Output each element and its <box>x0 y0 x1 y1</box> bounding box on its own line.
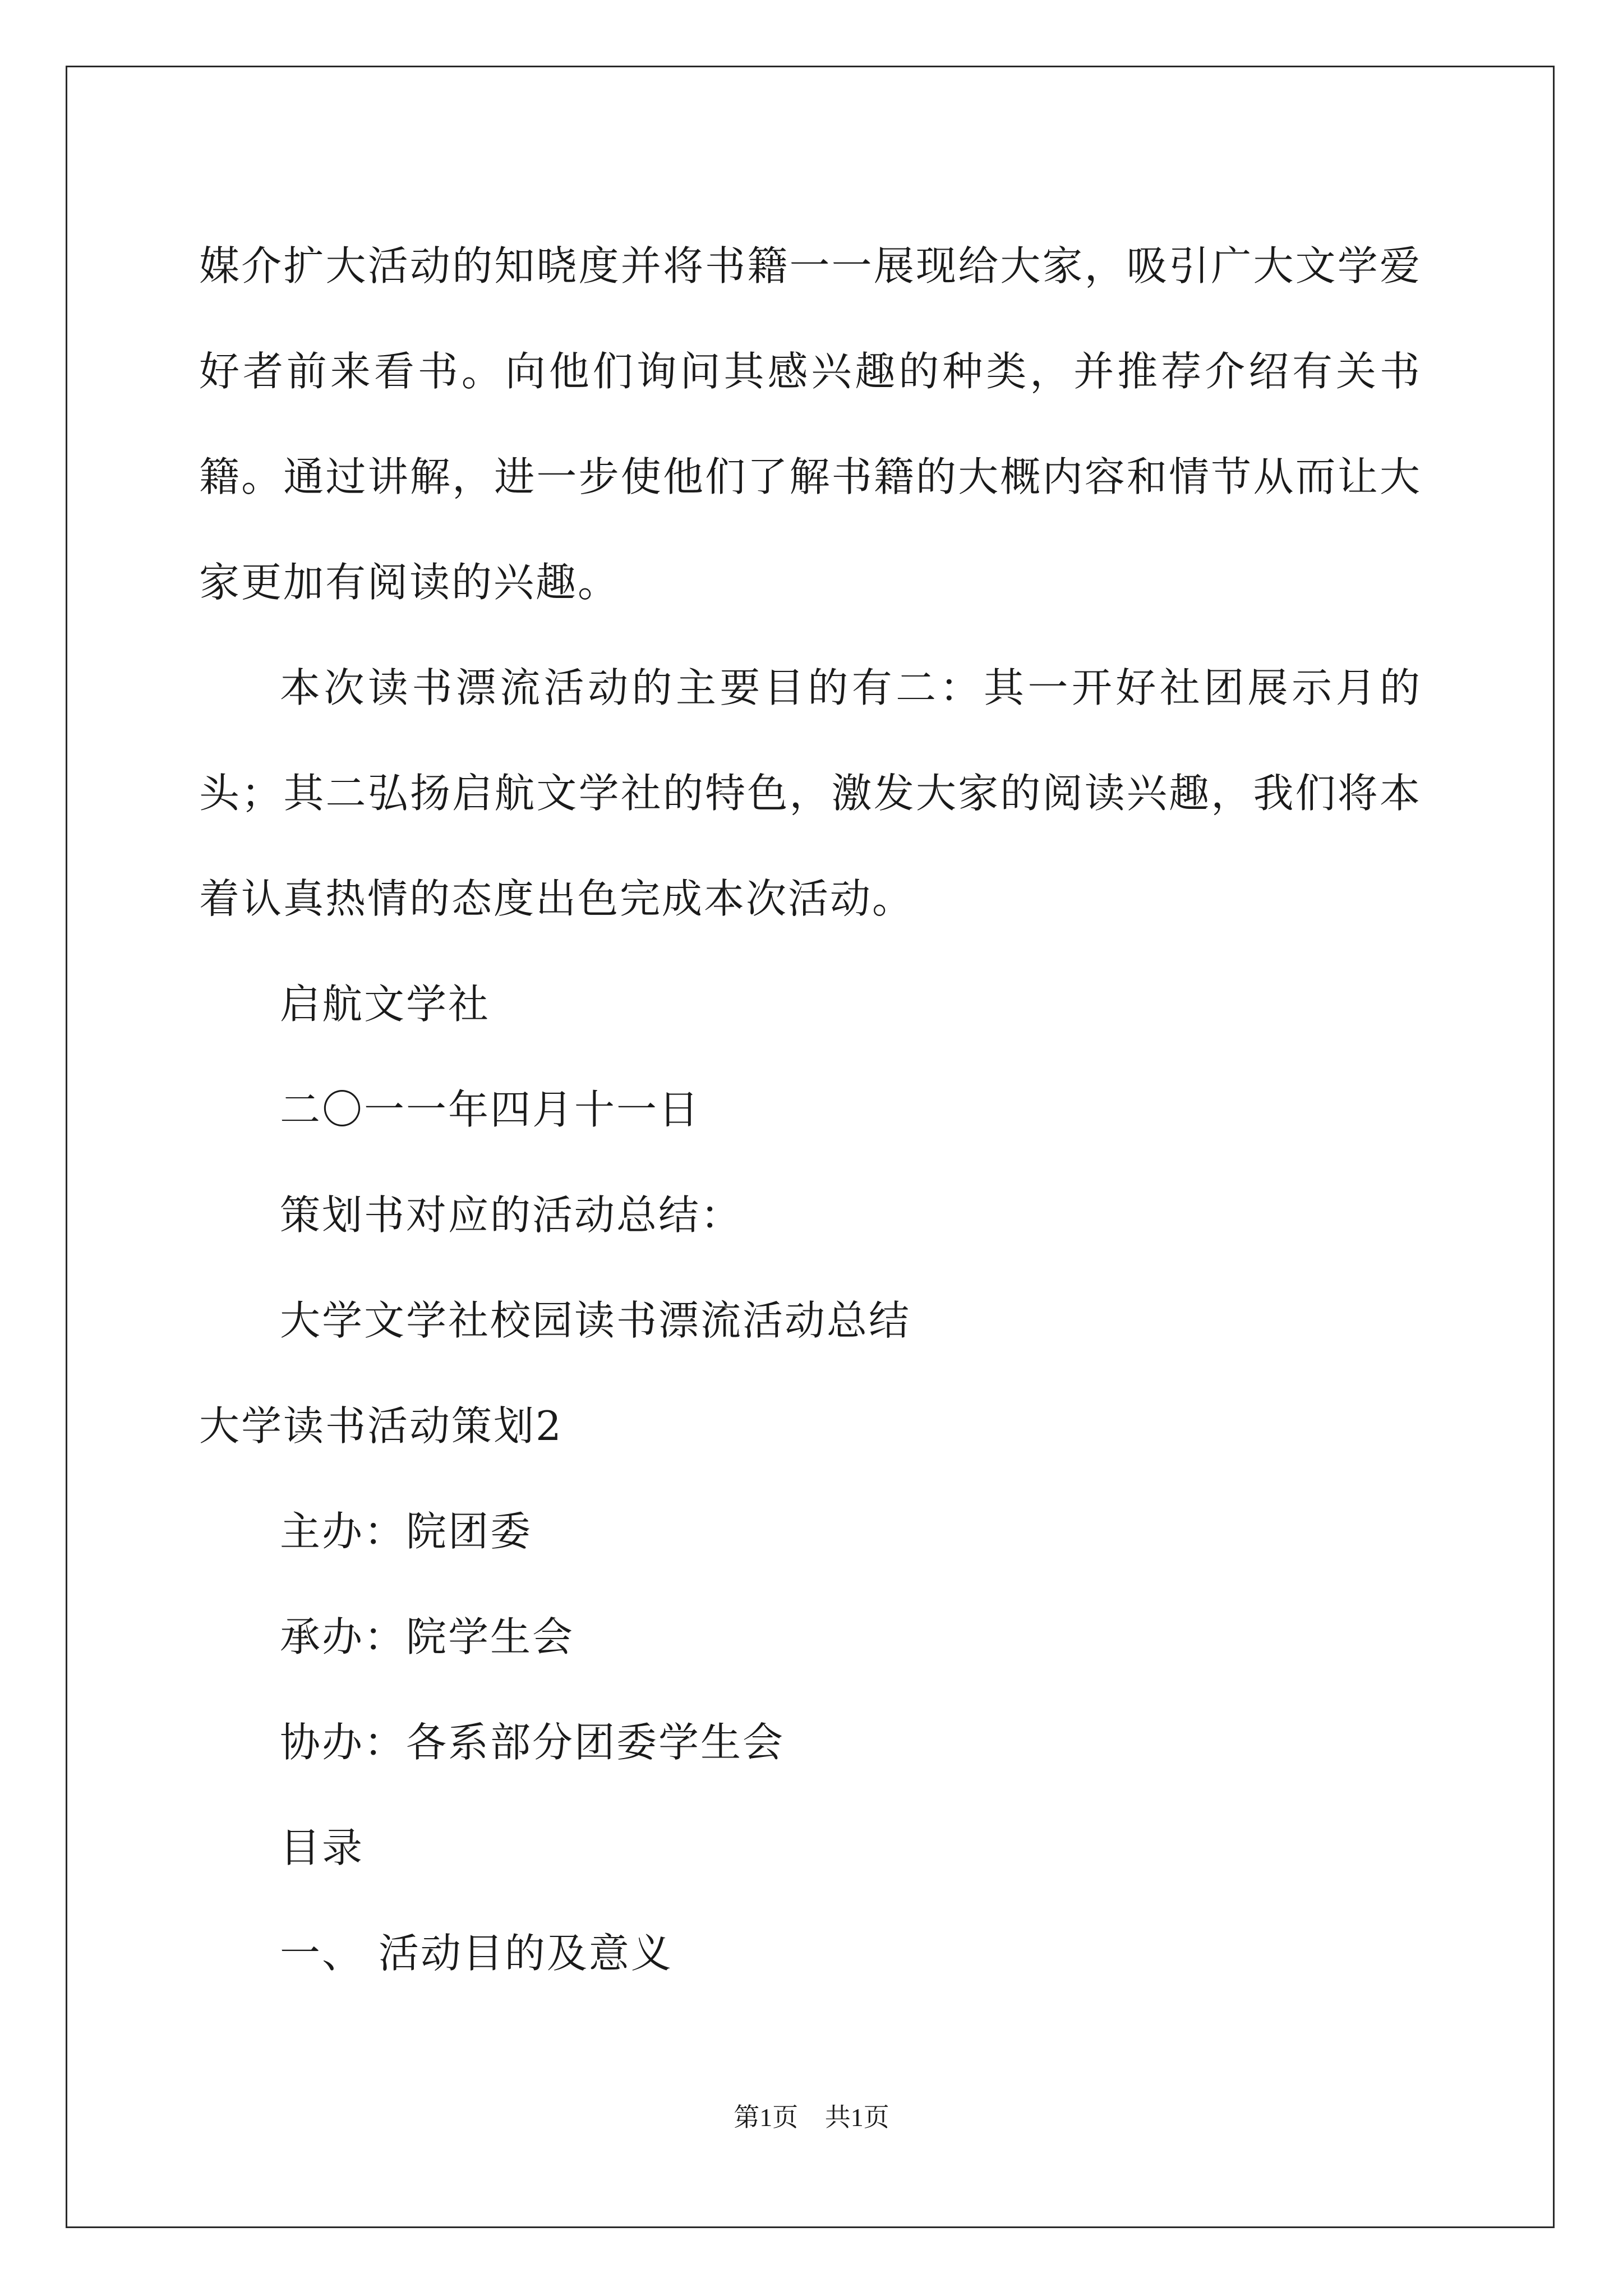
section-title: 大学读书活动策划2 <box>199 1402 563 1450</box>
document-body <box>199 213 1422 2006</box>
host-line: 承办：院学生会 <box>280 1613 575 1660</box>
co-organizer-line: 协办：各系部分团委学生会 <box>280 1719 785 1766</box>
summary-title: 大学文学社校园读书漂流活动总结 <box>280 1297 911 1344</box>
organizer-line: 主办：院团委 <box>280 1508 533 1555</box>
toc-heading: 目录 <box>280 1824 365 1871</box>
page-total: 共1页 <box>824 2103 889 2132</box>
signature-club-name: 启航文学社 <box>280 981 491 1028</box>
summary-heading: 策划书对应的活动总结： <box>280 1191 743 1239</box>
toc-item-1: 一、 活动目的及意义 <box>280 1930 673 1977</box>
page-footer <box>0 2097 1623 2134</box>
page-number: 第1页 <box>734 2103 799 2132</box>
paragraph-intro-continuation: 媒介扩大活动的知晓度并将书籍一一展现给大家，吸引广大文学爱好者前来看书。向他们询问其感兴趣的种类，并推荐介绍有关书籍。通过讲解，进一步使他们了解书籍的大概内容和情节从而让大家更加有阅读的兴趣。 <box>199 242 1422 606</box>
paragraph-purpose: 本次读书漂流活动的主要目的有二：其一开好社团展示月的头；其二弘扬启航文学社的特色，激发大家的阅读兴趣，我们将本着认真热情的态度出色完成本次活动。 <box>199 664 1422 922</box>
signature-date: 二〇一一年四月十一日 <box>280 1086 701 1133</box>
